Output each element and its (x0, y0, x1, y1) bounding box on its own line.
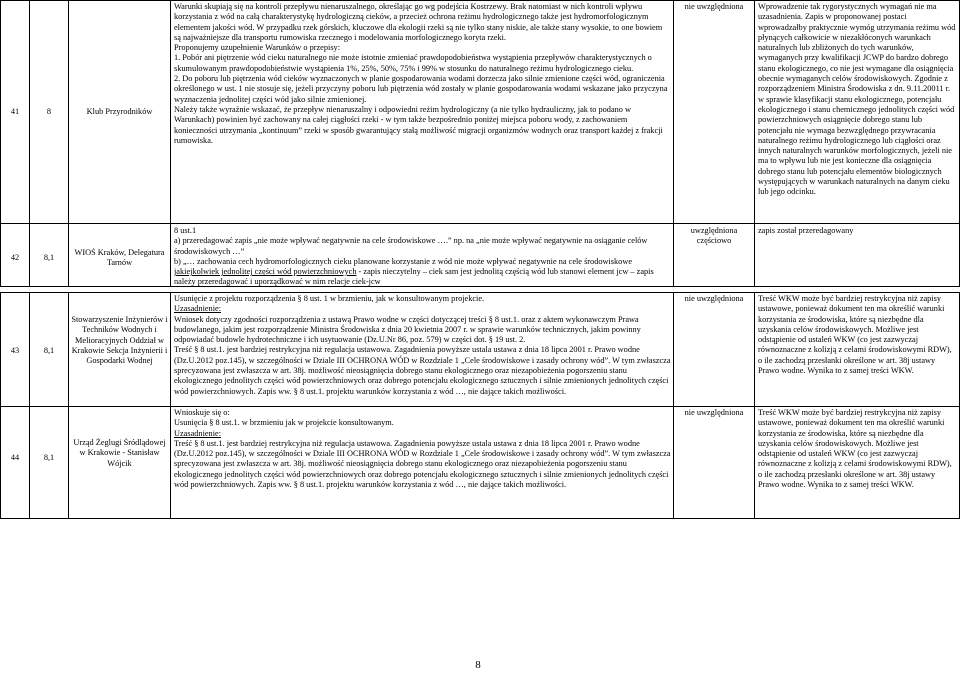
comment-heading: Uzasadnienie: (174, 304, 221, 314)
status-label: uwzględniona częściowo (690, 226, 738, 246)
submitter: Stowarzyszenie Inżynierów i Techników Wodnych i Melioracyjnych Oddział w Krakowie Sekcja Inżynierii i Gospodarki Wodnej (71, 315, 168, 366)
comment-paragraph: Treść § 8 ust.1. jest bardziej restrykcyjna niż regulacja ustawowa. Zagadnienia powyższe ustala ustawa z dnia 18 lipca 2001 r. Prawo wodne (Dz.U.2012 poz.145), w szczególności w Dziale III OCHRONA WÓD w Rozdziale 1 „Cele środowiskowe i zasady ochrony wód”. W tym zwłaszcza sprecyzowana jest zwłaszcza w art. 38j. możliwość nieosiągnięcia dobrego stanu ekologicznego oraz niezapobieżenia pogorszeniu stanu ekologicznego jednolitych części wód powierzchniowych oraz dobrego potencjału ekologicznego sztucznych i silnie zmienionych jednolitych części wód powierzchniowych. Zapis ww. § 8 ust.1. projektu warunków korzystania z wód …, nie dające takich możliwości. (174, 438, 671, 490)
table-top-border (0, 0, 960, 1)
comment-b-underlined: jakiejkolwiek jednolitej części wód powierzchniowych (174, 267, 357, 277)
comment-paragraph: Usunięcie z projektu rozporządzenia § 8 ust. 1 w brzmieniu, jak w konsultowanym projekcie. (174, 294, 485, 303)
comment-paragraph (174, 257, 671, 288)
col-border (673, 0, 674, 286)
row-divider (0, 406, 960, 407)
col-border (68, 0, 69, 286)
row-number: 44 (10, 453, 20, 462)
response-text: Treść WKW może być bardziej restrykcyjna niż zapisy ustawowe, ponieważ dokument ten ma określić warunki korzystania ze środowiska, które są niezbędne dla uzyskania celów środowiskowych. Możliwe jest odstąpienie od ustaleń WKW (co jest zazwyczaj równoznaczne z kolizją z celami środowiskowymi RDW), o ile zachodzą przesłanki określone w art. 38j ustawy Prawo wodne. Wynika to z samej treści WKW. (758, 294, 952, 376)
comment-paragraph: Treść § 8 ust.1. jest bardziej restrykcyjna niż regulacja ustawowa. Zagadnienia powyższe ustala ustawa z dnia 18 lipca 2001 r. Prawo wodne (Dz.U.2012 poz.145), w szczególności w Dziale III OCHRONA WÓD w Rozdziale 1 „Cele środowiskowe i zasady ochrony wód”. W tym zwłaszcza sprecyzowana jest zwłaszcza w art. 38j. możliwość nieosiągnięcia dobrego stanu ekologicznego oraz niezapobieżenia pogorszeniu stanu ekologicznego jednolitych części wód powierzchniowych oraz dobrego potencjału ekologicznego sztucznych i silnie zmienionych jednolitych części wód powierzchniowych. Zapis ww. § 8 ust.1. projektu warunków korzystania z wód …, nie dające takich możliwości. (174, 345, 671, 396)
col-border (673, 292, 674, 518)
comment-b-start: b) „… zachowania cech hydromorfologicznych cieku planowane korzystanie z wód nie może wpływać negatywnie na cele środowiskowe (174, 256, 632, 266)
comment-text (174, 294, 671, 397)
comment-b-end: - zapis nieczytelny – ciek sam jest jednolitą częścią wód lub stanowi element jcw – zapis należy przeredagować i uporządkować w nim relacje ciek-jcw (174, 267, 654, 287)
col-border (170, 292, 171, 518)
table-top-border (0, 292, 960, 293)
col-border (170, 0, 171, 286)
comment-paragraph: Usunięcia § 8 ust.1. w brzmieniu jak w projekcie konsultowanym. (174, 418, 394, 428)
comment-paragraph: Proponujemy uzupełnienie Warunków o przepisy: (174, 43, 341, 53)
comment-text (174, 2, 671, 146)
paragraph-id: 8,1 (43, 346, 55, 355)
comment-paragraph: a) przeredagować zapis „nie może wpływać negatywnie na cele środowiskowe ….” np. na „nie może wpływać negatywnie na osiąganie celów środowiskowych …” (174, 236, 648, 256)
submitter: Klub Przyrodników (86, 107, 153, 116)
comment-paragraph: 1. Pobór ani piętrzenie wód cieku naturalnego nie może istotnie zmieniać prawdopodobieństwa wystąpienia przepływów charakterystycznych o skumulowanym prawdopodobieństwie wystąpienia 1%, 25%, 50%, 75% i 99% w stosunku do naturalnego reżimu hydrologicznego cieku. (174, 53, 652, 73)
comment-text (174, 226, 671, 288)
status-label: nie uwzględniona (684, 2, 744, 11)
col-border (29, 292, 30, 518)
status-label: nie uwzględniona (684, 408, 744, 417)
response-text: Treść WKW może być bardziej restrykcyjna niż zapisy ustawowe, ponieważ dokument ten ma określić warunki korzystania ze środowiska, które są niezbędne dla uzyskania celów środowiskowych. Możliwe jest odstąpienie od ustaleń WKW (co jest zazwyczaj równoznaczne z kolizją z celami środowiskowymi RDW), o ile zachodzą przesłanki określone w art. 38j ustawy Prawo wodne. Wynika to z samej treści WKW. (758, 408, 952, 490)
paragraph-id: 8,1 (43, 253, 55, 262)
paragraph-id: 8 (46, 107, 52, 116)
comment-paragraph: Wnioskuje się o: (174, 408, 230, 417)
comment-paragraph: 2. Do poboru lub piętrzenia wód cieków wyznaczonych w planie gospodarowania wodami dorzecza jako silnie zmienione części wód, ograniczenia określonego w ust. 1 nie stosuje się, jeżeli przyczyny poboru lub piętrzenia wód zostały w planie gospodarowania wodami wskazane jako przyczyna wyznaczenia jednolitej części wód jako silnie zmienionej. (174, 74, 668, 104)
response-text: Wprowadzenie tak rygorystycznych wymagań nie ma uzasadnienia. Zapis w proponowanej postaci wprowadzałby praktycznie wymóg utrzymania reżimu wód płynących całkowicie w niezakłóconych warunkach naturalnych lub zbliżonych do tych warunków, wymaganych przy kwalifikacji JCWP do bardzo dobrego stanu ekologicznego, co nie jest wymagane dla osiągnięcia obecnie wymaganych celów środowiskowych. Zgodnie z rozporządzeniem Ministra Środowiska z dn. 9.11.20011 r. w sprawie klasyfikacji stanu ekologicznego, potencjału ekologicznego i stanu chemicznego jednolitych części wód powierzchniowych osiągnięcie dobrego stanu lub potencjału nie wymaga bezwzględnego przywracania naturalnego reżimu hydrologicznego lub ciągłości oraz innych naturalnych warunków morfologicznych, jeżeli nie ma to wpływu lub nie jest konieczne dla osiągnięcia dobrego stanu lub potencjału elementów biologicznych występujących w warunkach naturalnych na danym cieku lub jego odcinku. (758, 2, 956, 197)
row-number: 42 (10, 253, 20, 262)
paragraph-id: 8,1 (43, 453, 55, 462)
submitter: WIOŚ Kraków, Delegatura Tarnów (74, 248, 165, 268)
col-border (754, 0, 755, 286)
col-border (0, 0, 1, 286)
comment-paragraph: Wniosek dotyczy zgodności rozporządzenia z ustawą Prawo wodne w części dotyczącej treści § 8 ust.1. oraz z aktem wykonawczym Prawa budowlanego, jakim jest rozporządzenie Ministra Środowiska z dnia 20 kwietnia 2007 r. w sprawie warunków technicznych, jakim powinny odpowiadać budowle hydrotechniczne i ich usytuowanie (Dz.U.Nr 86, poz. 579) w części dot. § 19 ust. 2. (174, 314, 641, 345)
comment-paragraph: Warunki skupiają się na kontroli przepływu nienaruszalnego, określając go wg podejścia Kostrzewy. Brak natomiast w nich kontroli wpływu korzystania z wód na całą charakterystykę hydrologiczną cieków, a przecież ochrona reżimu hydrologicznego także jest hydromorfologicznym elementem jakości wód. W przypadku rzek górskich, kluczowe dla ekologii rzeki są nie tylko stany niskie, ale także stany wysokie, to one bowiem są najważniejsze dla transportu rumowiska rzecznego i modelowania morfologicznego koryta rzeki. (174, 2, 663, 42)
table-bottom-border (0, 518, 960, 519)
comment-heading: 8 ust.1 (174, 226, 197, 235)
status-label: nie uwzględniona (684, 294, 744, 303)
comment-paragraph: Należy także wyraźnie wskazać, że przepływ nienaruszalny i odpowiedni reżim hydrologiczny (a nie tylko hydrauliczny, jak to podano w Warunkach) powinien być zachowany na całej ciągłości rzeki - w tym także bezpośrednio poniżej miejsca poboru wody, z zachowaniem konieczności utrzymania „kontinuum” rzeki w sposób gwarantujący stałą możliwość migracji organizmów wodnych oraz transport każdej z frakcji rumowiska. (174, 104, 663, 145)
col-border (29, 0, 30, 286)
submitter: Urząd Żeglugi Śródlądowej w Krakowie - Stanisław Wójcik (73, 438, 166, 468)
response-text: zapis został przeredagowany (758, 226, 854, 235)
row-number: 41 (10, 107, 20, 116)
comment-text (174, 408, 671, 490)
page-number: 8 (475, 659, 481, 671)
col-border (754, 292, 755, 518)
comment-heading: Uzasadnienie: (174, 428, 221, 438)
col-border (0, 292, 1, 518)
row-number: 43 (10, 346, 20, 355)
col-border (68, 292, 69, 518)
row-divider (0, 223, 960, 224)
